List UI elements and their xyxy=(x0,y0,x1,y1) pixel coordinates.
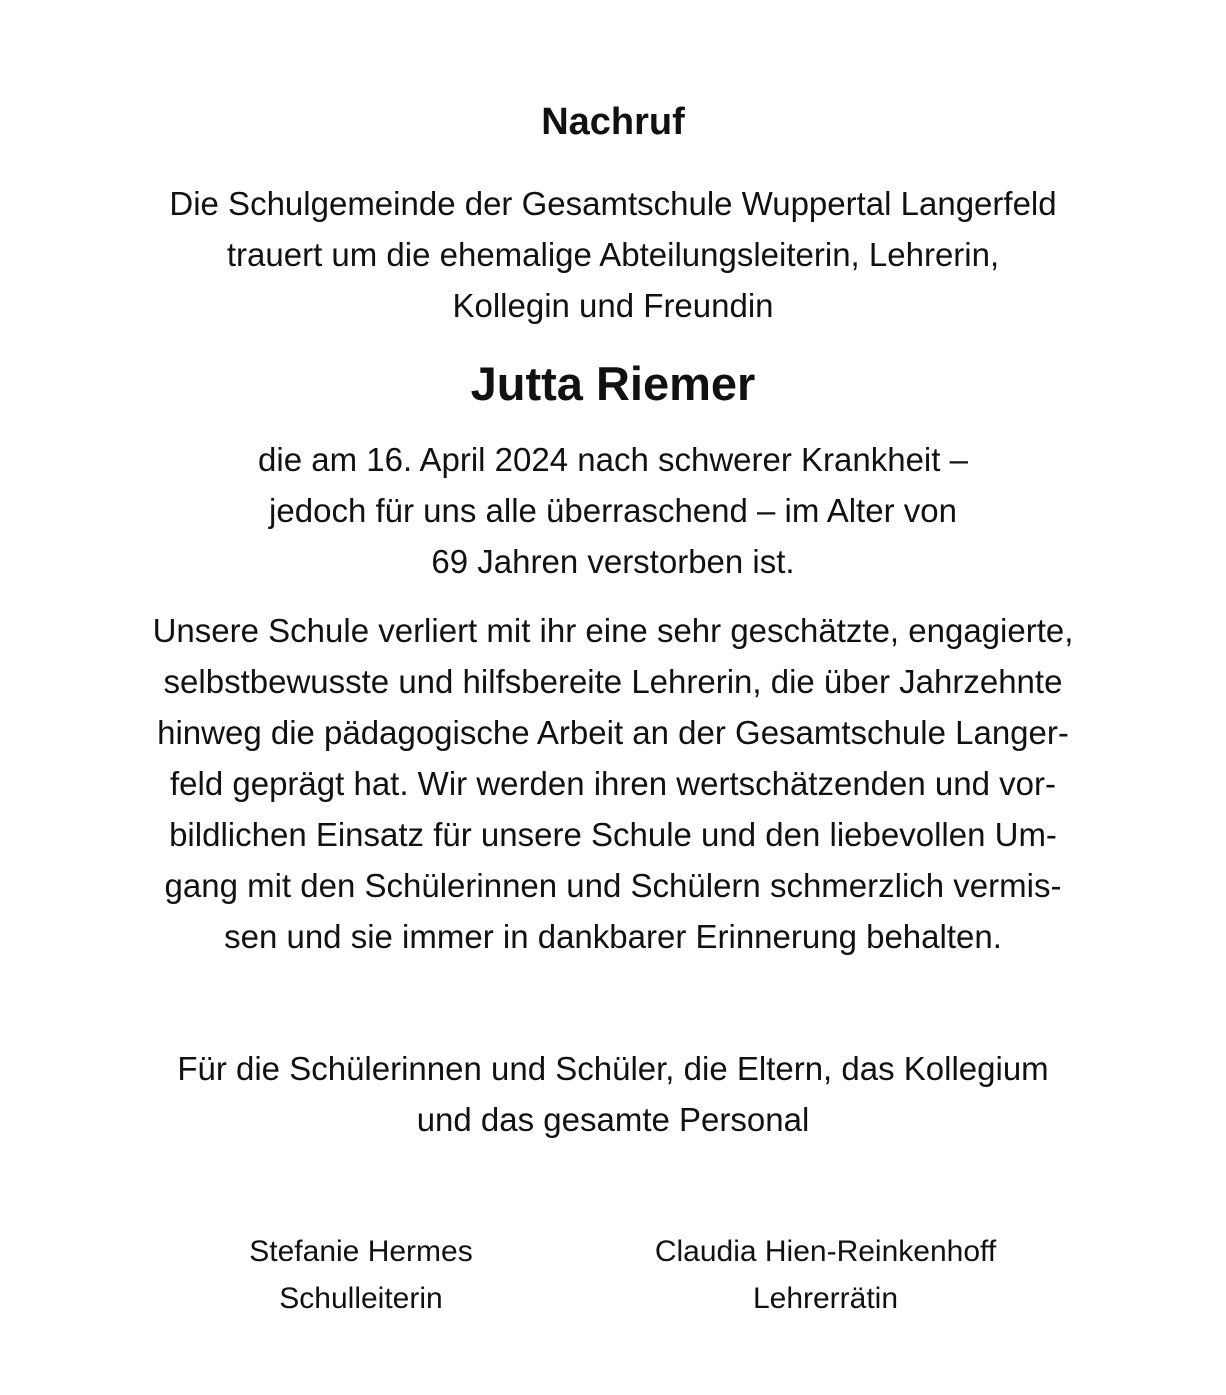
intro-paragraph xyxy=(40,178,1186,331)
tribute-paragraph xyxy=(40,605,1186,962)
deceased-name-text: Jutta Riemer xyxy=(470,357,756,410)
deceased-name xyxy=(40,352,1186,416)
tribute-line: gang mit den Schülerinnen und Schülern schmerzlich vermis- xyxy=(164,867,1062,904)
death-notice-line: die am 16. April 2024 nach schwerer Krankheit – xyxy=(258,441,968,478)
signatory-teacher-council xyxy=(583,1228,1068,1322)
tribute-line: Unsere Schule verliert mit ihr eine sehr geschätzte, engagierte, xyxy=(152,612,1074,649)
tribute-line: selbstbewusste und hilfsbereite Lehrerin, die über Jahrzehnte xyxy=(163,663,1063,700)
tribute-line: bildlichen Einsatz für unsere Schule und den liebevollen Um- xyxy=(169,816,1057,853)
signatory-role: Schulleiterin xyxy=(279,1282,443,1315)
title-text: Nachruf xyxy=(541,101,685,143)
intro-line: Die Schulgemeinde der Gesamtschule Wuppertal Langerfeld xyxy=(169,185,1057,222)
tribute-line: sen und sie immer in dankbarer Erinnerung behalten. xyxy=(224,918,1002,955)
signatory-name: Stefanie Hermes xyxy=(249,1235,473,1268)
obituary-title xyxy=(40,96,1186,148)
intro-line: trauert um die ehemalige Abteilungsleiterin, Lehrerin, xyxy=(226,236,1000,273)
tribute-line: feld geprägt hat. Wir werden ihren wertschätzenden und vor- xyxy=(170,765,1056,802)
intro-line: Kollegin und Freundin xyxy=(452,287,774,324)
on-behalf-line: Für die Schülerinnen und Schüler, die Eltern, das Kollegium xyxy=(177,1050,1049,1087)
death-notice-paragraph xyxy=(40,434,1186,587)
on-behalf-line: und das gesamte Personal xyxy=(416,1101,810,1138)
signatory-name: Claudia Hien-Reinkenhoff xyxy=(654,1235,997,1268)
death-notice-line: jedoch für uns alle überraschend – im Alter von xyxy=(269,492,957,529)
signatory-role: Lehrerrätin xyxy=(752,1282,899,1315)
tribute-line: hinweg die pädagogische Arbeit an der Gesamtschule Langer- xyxy=(157,714,1069,751)
signatory-principal xyxy=(161,1228,561,1322)
death-notice-line: 69 Jahren verstorben ist. xyxy=(431,543,795,580)
on-behalf-paragraph xyxy=(40,1043,1186,1145)
